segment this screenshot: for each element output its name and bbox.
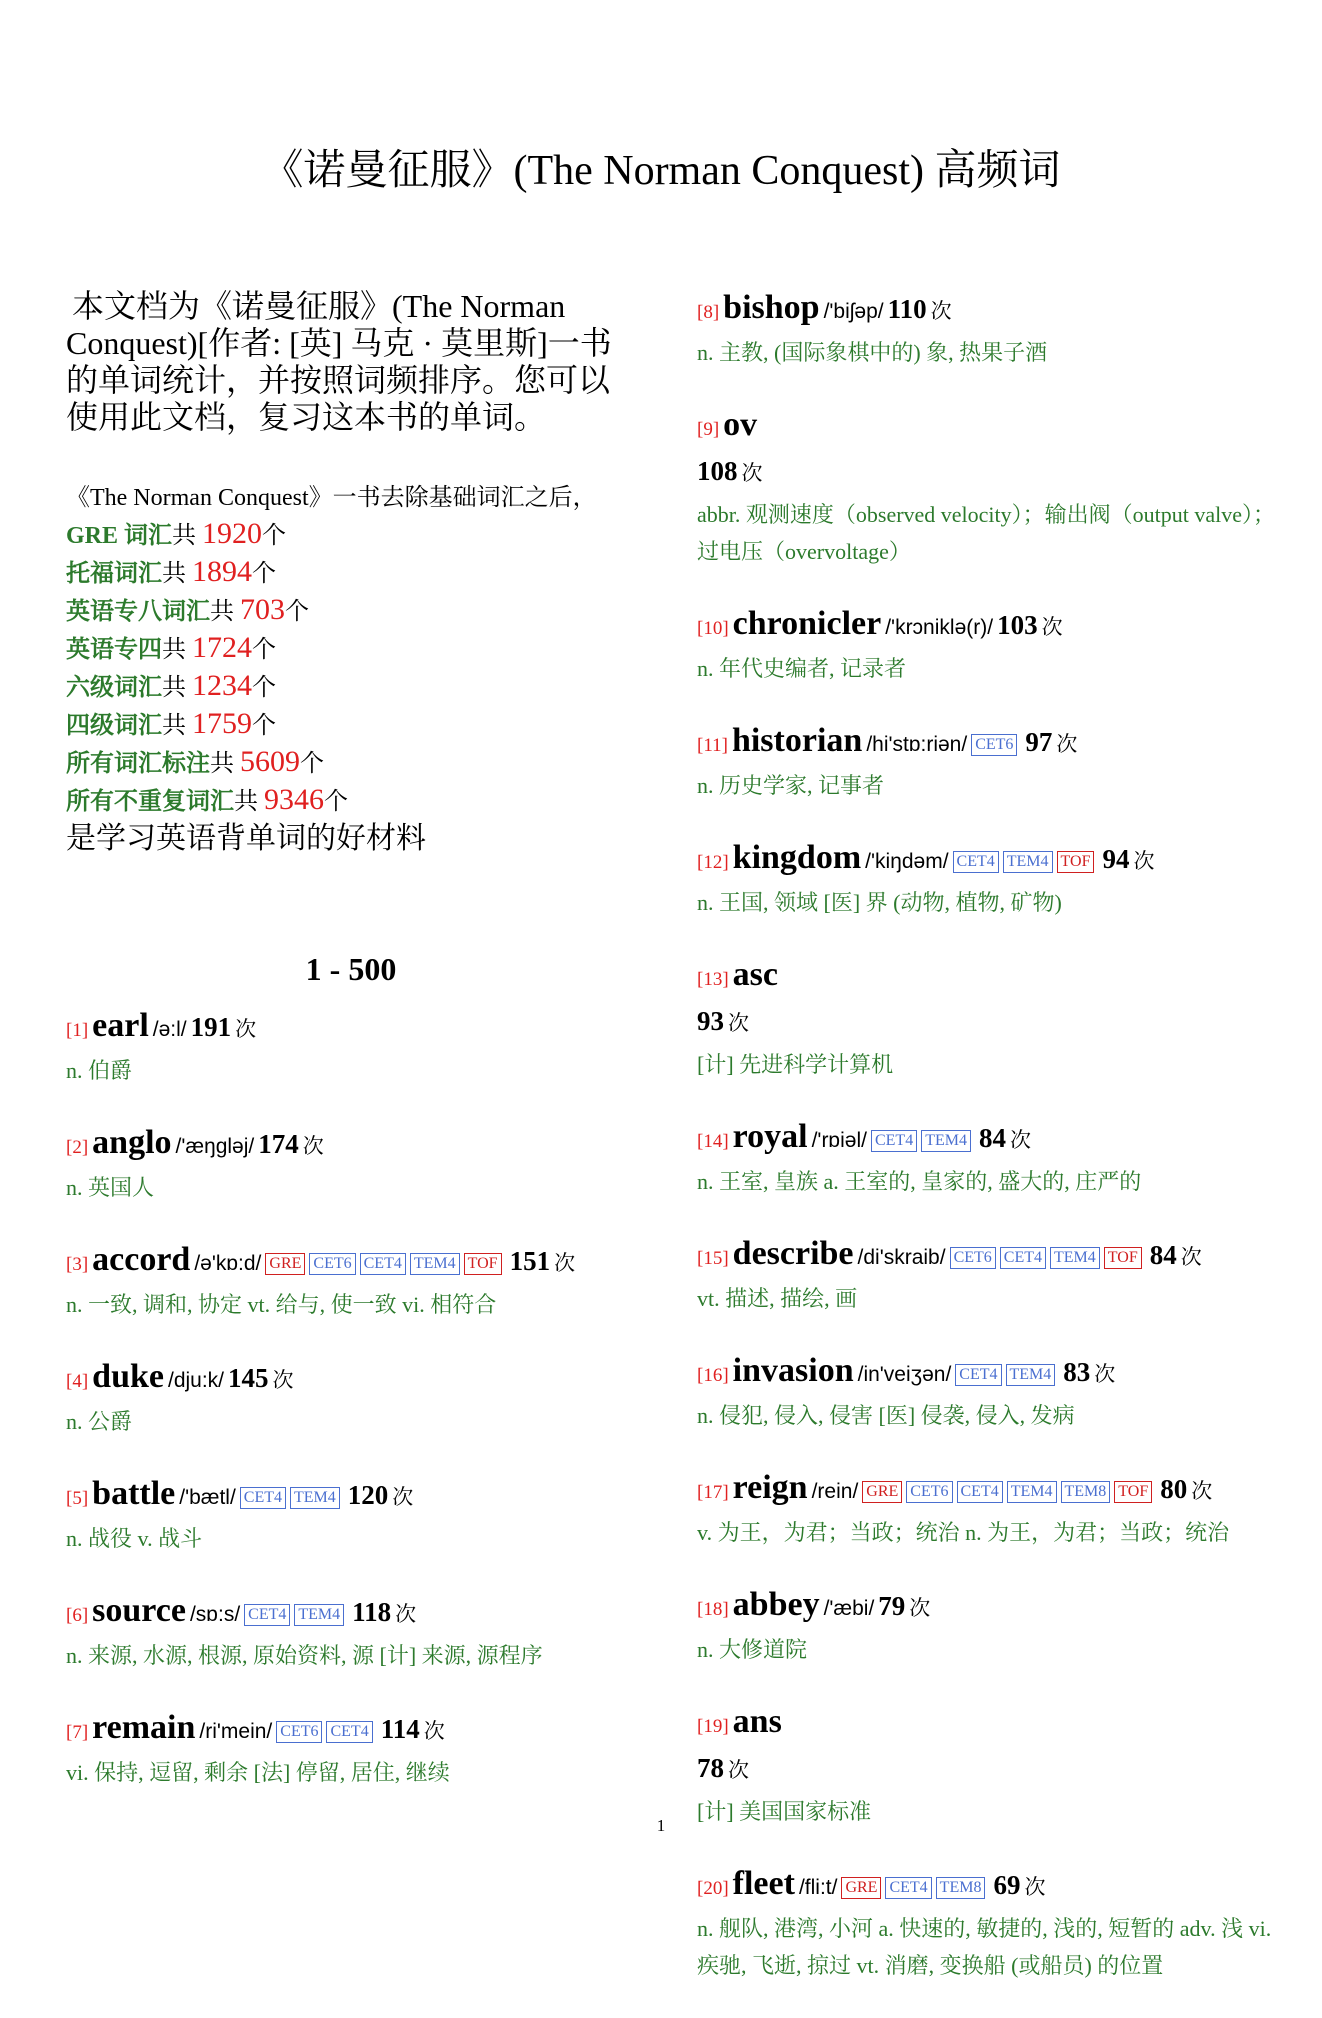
entry-count: 151 [509,1246,551,1276]
entry-phonetic: /fli:t/ [798,1876,838,1899]
entry-head [66,1123,636,1169]
count-unit: 次 [909,1596,931,1620]
entry-word: ov [723,406,758,443]
entry-index: [18] [697,1599,729,1620]
stat-mid: 共 [210,751,240,777]
exam-tag: GRE [841,1877,881,1899]
entry-count: 80 [1160,1474,1188,1504]
range-heading: 1 - 500 [305,951,397,987]
entry-index: [15] [697,1248,729,1269]
entry-count: 84 [978,1123,1006,1153]
entry-phonetic: /'biʃəp/ [823,300,884,323]
exam-tag: TOF [1104,1247,1142,1269]
exam-tag: CET4 [1000,1247,1046,1269]
entry-head [697,1864,1277,1910]
entry-word: source [92,1592,186,1629]
stat-value: 1724 [192,631,252,664]
entry-word: duke [92,1358,164,1395]
entry-index: [19] [697,1716,729,1737]
entry-count: 108 [697,456,738,486]
word-entry [697,1468,1277,1551]
entry-index: [14] [697,1131,729,1152]
entry-definition: n. 一致, 调和, 协定 vt. 给与, 使一致 vi. 相符合 [66,1292,497,1317]
count-unit: 次 [395,1602,417,1626]
stat-value: 1920 [202,517,263,550]
stat-unit: 个 [252,713,276,739]
stat-unit: 个 [262,523,287,549]
entry-head [697,1234,1277,1280]
entry-count: 84 [1149,1240,1177,1270]
exam-tag: TEM4 [1050,1247,1100,1269]
word-entry [697,1864,1277,1984]
word-entry [697,1117,1277,1200]
stat-mid: 共 [234,789,264,815]
exam-tag: CET4 [953,851,999,873]
count-unit: 次 [1041,615,1063,639]
stat-label: 所有词汇标注 [66,751,210,777]
stat-value: 9346 [264,783,324,816]
stat-mid: 共 [172,523,203,549]
entry-tags [240,1491,344,1508]
entry-word: fleet [732,1865,795,1902]
word-entry [66,1708,636,1791]
entry-tags [265,1257,505,1274]
count-unit: 次 [1094,1362,1116,1386]
entry-count: 110 [887,294,927,324]
intro-paragraph: 本文档为《诺曼征服》(The Norman Conquest)[作者: [英] 马克 · 莫里斯]一书的单词统计，并按照词频排序。您可以使用此文档，复习这本书的单词。 [66,288,612,435]
exam-tag: GRE [265,1253,305,1275]
exam-tag: CET6 [971,734,1017,756]
entry-index: [11] [697,735,728,756]
entry-count: 78 [697,1753,724,1783]
entry-word: earl [92,1007,149,1044]
entry-definition: n. 战役 v. 战斗 [66,1526,203,1551]
stat-label: 英语专八词汇 [66,599,210,625]
page-number: 1 [656,1816,666,1835]
entry-count: 191 [190,1012,232,1042]
entry-head [66,1006,636,1052]
entry-phonetic: /ə:l/ [152,1018,187,1041]
vocabulary-summary [66,480,636,857]
entry-index: [17] [697,1482,729,1503]
entry-word: chronicler [732,605,882,642]
summary-lead: 《The Norman Conquest》一书去除基础词汇之后， [66,485,597,511]
entry-head [697,1117,1277,1163]
exam-tag: TEM4 [410,1253,460,1275]
stat-label: 所有不重复词汇 [66,789,234,815]
entry-word: abbey [732,1586,820,1623]
entry-head [697,1351,1277,1397]
entry-phonetic: /'rɒiəl/ [811,1129,867,1152]
entry-count: 114 [380,1714,420,1744]
exam-tag: TEM8 [936,1877,986,1899]
stat-value: 703 [240,593,285,626]
entry-definition: n. 侵犯, 侵入, 侵害 [医] 侵袭, 侵入, 发病 [697,1403,1075,1428]
entry-head [697,721,1277,767]
entry-count: 79 [878,1591,906,1621]
entry-word: royal [732,1118,808,1155]
entry-phonetic: /ri'mein/ [199,1720,273,1743]
entry-definition: [计] 先进科学计算机 [697,1052,894,1077]
exam-tag: TEM4 [1007,1481,1057,1503]
count-unit: 次 [235,1017,257,1041]
stat-unit: 个 [252,637,276,663]
exam-tag: CET6 [950,1247,996,1269]
entry-count: 97 [1025,727,1053,757]
entry-definition: n. 年代史编者, 记录者 [697,656,907,681]
entry-head [66,1240,636,1286]
count-unit: 次 [1009,1128,1031,1152]
entry-head [66,1708,636,1754]
entry-phonetic: /rein/ [811,1480,859,1503]
count-unit: 次 [423,1719,445,1743]
summary-stat-row [66,630,636,668]
entry-definition: n. 舰队, 港湾, 小河 a. 快速的, 敏捷的, 浅的, 短暂的 adv. 浅 vi. 疾驰, 飞逝, 掠过 vt. 消磨, 变换船 (或船员) 的位置 [697,1916,1272,1978]
stat-mid: 共 [162,713,192,739]
entry-head [697,838,1277,884]
entry-tags [971,738,1021,755]
entry-count: 174 [258,1129,299,1159]
entry-definition: n. 公爵 [66,1409,133,1434]
entry-definition: n. 伯爵 [66,1058,133,1083]
entry-word: describe [732,1235,854,1272]
entry-word: historian [731,722,863,759]
word-entry [697,1351,1277,1434]
stat-value: 1759 [192,707,252,740]
count-unit: 次 [1180,1245,1202,1269]
exam-tag: CET6 [276,1721,322,1743]
entry-definition: n. 王国, 领域 [医] 界 (动物, 植物, 矿物) [697,890,1062,915]
entry-definition: n. 英国人 [66,1175,155,1200]
count-unit: 次 [554,1251,576,1275]
entry-definition: [计] 美国国家标准 [697,1799,872,1824]
count-unit: 次 [728,1011,749,1035]
summary-stat-row [66,782,636,820]
count-unit: 次 [392,1485,414,1509]
entry-word: remain [92,1709,196,1746]
stat-label: 四级词汇 [66,713,162,739]
exam-tag: CET4 [326,1721,372,1743]
entry-head [697,604,1277,650]
word-entry [66,1240,636,1323]
entry-head [697,405,1277,496]
entry-count: 118 [352,1597,392,1627]
entry-tags [953,855,1099,872]
entry-phonetic: /sɒ:s/ [189,1603,241,1626]
entry-definition: n. 历史学家, 记事者 [697,773,885,798]
word-entry [66,1474,636,1557]
entry-phonetic: /di'skraib/ [857,1246,946,1269]
word-entry [66,1123,636,1206]
entry-head [697,1468,1277,1514]
entry-tags [276,1725,376,1742]
word-list-right [697,288,1277,1984]
word-entry [66,1006,636,1089]
entry-definition: vt. 描述, 描绘, 画 [697,1286,858,1311]
entry-word: battle [92,1475,176,1512]
summary-stat-row [66,592,636,630]
stat-value: 5609 [240,745,300,778]
summary-stat-row [66,554,636,592]
count-unit: 次 [1191,1479,1213,1503]
stat-unit: 个 [300,751,324,777]
entry-definition: abbr. 观测速度（observed velocity）；输出阀（output valve）；过电压（overvoltage） [697,502,1276,564]
word-entry [697,838,1277,921]
entry-definition: v. 为王，为君；当政；统治 n. 为王，为君；当政；统治 [697,1520,1230,1545]
word-entry [66,1591,636,1674]
left-column [66,288,636,1825]
count-unit: 次 [930,299,952,323]
stat-unit: 个 [285,599,309,625]
stat-label: 六级词汇 [66,675,162,701]
exam-tag: CET6 [309,1253,355,1275]
entry-index: [2] [66,1137,89,1158]
entry-index: [4] [66,1371,89,1392]
entry-phonetic: /'æŋgləj/ [175,1135,255,1158]
stat-label: 托福词汇 [66,561,162,587]
exam-tag: CET4 [244,1604,290,1626]
entry-definition: n. 王室, 皇族 a. 王室的, 皇家的, 盛大的, 庄严的 [697,1169,1142,1194]
stat-unit: 个 [252,561,276,587]
document-title: 《诺曼征服》(The Norman Conquest) 高频词 [261,148,1061,194]
entry-head [66,1474,636,1520]
count-unit: 次 [1056,732,1078,756]
entry-tags [871,1134,975,1151]
word-entry [697,405,1277,570]
exam-tag: CET6 [906,1481,952,1503]
exam-tag: TOF [1057,851,1095,873]
entry-tags [841,1881,989,1898]
stat-label: GRE 词汇 [66,523,173,549]
entry-index: [10] [697,618,729,639]
entry-word: asc [732,956,778,993]
count-unit: 次 [741,461,763,485]
exam-tag: TEM4 [1003,851,1053,873]
entry-index: [16] [697,1365,729,1386]
stat-value: 1234 [192,669,252,702]
entry-index: [7] [66,1722,89,1743]
entry-word: accord [92,1241,191,1278]
stat-mid: 共 [162,561,192,587]
summary-closing: 是学习英语背单词的好材料 [66,822,426,855]
entry-definition: n. 主教, (国际象棋中的) 象, 热果子酒 [697,340,1048,365]
entry-phonetic: /'æbi/ [823,1597,875,1620]
entry-phonetic: /in'veiʒən/ [857,1363,952,1386]
word-entry [697,1234,1277,1317]
entry-head [697,955,1277,1046]
entry-index: [1] [66,1020,89,1041]
exam-tag: CET4 [955,1364,1001,1386]
exam-tag: TEM8 [1061,1481,1111,1503]
word-entry [697,721,1277,804]
exam-tag: TOF [464,1253,502,1275]
entry-word: anglo [92,1124,172,1161]
entry-count: 120 [347,1480,389,1510]
entry-tags [862,1485,1156,1502]
summary-stat-row [66,744,636,782]
entry-definition: vi. 保持, 逗留, 剩余 [法] 停留, 居住, 继续 [66,1760,450,1785]
entry-word: bishop [723,289,820,326]
entry-tags [244,1608,348,1625]
entry-index: [8] [697,302,720,323]
entry-head [66,1591,636,1637]
stat-mid: 共 [162,675,192,701]
entry-phonetic: /'bætl/ [179,1486,236,1509]
entry-phonetic: /'kiŋdəm/ [865,850,949,873]
exam-tag: CET4 [871,1130,917,1152]
entry-phonetic: /dju:k/ [167,1369,225,1392]
exam-tag: TEM4 [921,1130,971,1152]
exam-tag: TEM4 [1006,1364,1056,1386]
entry-tags [950,1251,1146,1268]
entry-index: [13] [697,969,729,990]
entry-count: 103 [997,610,1038,640]
word-entry [697,1702,1277,1830]
entry-word: invasion [732,1352,854,1389]
word-entry [697,955,1277,1083]
entry-index: [20] [697,1878,729,1899]
stat-mid: 共 [210,599,240,625]
count-unit: 次 [728,1758,749,1782]
exam-tag: TOF [1114,1481,1152,1503]
entry-index: [12] [697,852,729,873]
exam-tag: GRE [862,1481,902,1503]
summary-stat-row [66,516,636,554]
entry-tags [955,1368,1059,1385]
summary-stat-row [66,706,636,744]
entry-count: 94 [1102,844,1130,874]
entry-index: [5] [66,1488,89,1509]
count-unit: 次 [272,1368,294,1392]
entry-definition: n. 来源, 水源, 根源, 原始资料, 源 [计] 来源, 源程序 [66,1643,543,1668]
word-entry [697,1585,1277,1668]
entry-word: ans [732,1703,782,1740]
entry-phonetic: /hi'stɒ:riən/ [866,733,968,756]
count-unit: 次 [1133,849,1155,873]
entry-word: reign [732,1469,808,1506]
entry-count: 93 [697,1006,724,1036]
word-entry [66,1357,636,1440]
count-unit: 次 [1024,1875,1046,1899]
exam-tag: CET4 [240,1487,286,1509]
right-column [697,288,1277,2018]
entry-definition: n. 大修道院 [697,1637,808,1662]
count-unit: 次 [302,1134,324,1158]
stat-mid: 共 [162,637,192,663]
entry-count: 69 [993,1870,1021,1900]
entry-phonetic: /'krɔniklə(r)/ [885,616,994,639]
exam-tag: CET4 [360,1253,406,1275]
summary-stats [66,516,636,820]
summary-stat-row [66,668,636,706]
stat-unit: 个 [324,789,348,815]
word-entry [697,288,1277,371]
exam-tag: CET4 [885,1877,931,1899]
entry-word: kingdom [732,839,862,876]
word-entry [697,604,1277,687]
entry-head [697,1702,1277,1793]
exam-tag: TEM4 [290,1487,340,1509]
exam-tag: CET4 [957,1481,1003,1503]
stat-value: 1894 [192,555,252,588]
stat-unit: 个 [252,675,276,701]
entry-count: 83 [1063,1357,1091,1387]
entry-head [697,1585,1277,1631]
entry-count: 145 [228,1363,269,1393]
entry-index: [3] [66,1254,89,1275]
entry-index: [9] [697,419,720,440]
entry-phonetic: /ə'kɒ:d/ [194,1252,262,1275]
entry-index: [6] [66,1605,89,1626]
stat-label: 英语专四 [66,637,162,663]
word-list-left [66,1006,636,1791]
entry-head [697,288,1277,334]
exam-tag: TEM4 [294,1604,344,1626]
entry-head [66,1357,636,1403]
